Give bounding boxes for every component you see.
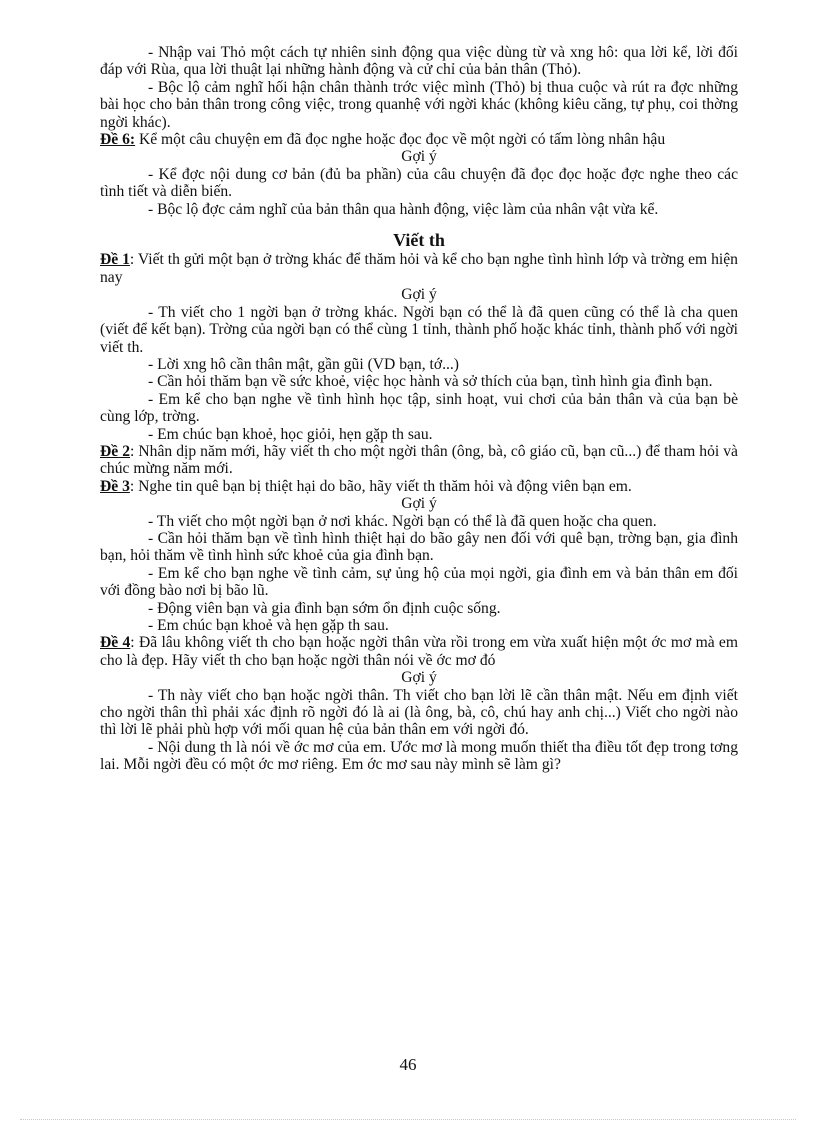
document-page — [100, 44, 738, 774]
exercise-text: : Đã lâu không viết th cho bạn hoặc ngời thân vừa rồi trong em vừa xuất hiện một ớc mơ mà em cho là đẹp. Hãy viết th cho bạn hoặc ngời thân nói về ớc mơ đó — [100, 634, 738, 669]
hint-item: - Cần hỏi thăm bạn về tình hình thiệt hại do bão gây nen đối với quê bạn, trờng bạn, gia đình bạn, hỏi thăm về tình hình sức khoẻ của gia đình bạn. — [100, 529, 738, 565]
hint-heading: Gợi ý — [401, 669, 437, 687]
exercise-label: Đề 2 — [100, 442, 131, 460]
exercise-label: Đề 3 — [100, 477, 130, 495]
section-title: Viết th — [393, 230, 445, 251]
hint-item: - Th này viết cho bạn hoặc ngời thân. Th viết cho bạn lời lẽ cần thân mật. Nếu em định viết cho ngời thân thì phải xác định rõ ngời đó là ai (là ông, bà, cô, chú hay anh chị...) Viết cho ngời nào thì lời lẽ phải phù hợp với mối quan hệ của bản thân em với ngời đó. — [100, 686, 738, 739]
hint-item: - Th viết cho 1 ngời bạn ở trờng khác. Ngời bạn có thể là đã quen cũng có thể là cha quen (viết để kết bạn). Trờng của ngời bạn có thể cùng 1 tỉnh, thành phố hoặc khác tỉnh, thành phố với ngời viết th. — [100, 303, 738, 356]
hint-item: - Em chúc bạn khoẻ và hẹn gặp th sau. — [148, 617, 389, 634]
exercise-de1 — [100, 251, 738, 286]
hint-item: - Em chúc bạn khoẻ, học giỏi, hẹn gặp th sau. — [148, 425, 433, 443]
exercise-text: : Nghe tin quê bạn bị thiệt hại do bão, hãy viết th thăm hỏi và động viên bạn em. — [129, 477, 632, 495]
hint-item: - Kể đợc nội dung cơ bản (đủ ba phần) của câu chuyện đã đọc đọc hoặc đợc nghe theo các tình tiết và diễn biến. — [100, 165, 738, 201]
hint-item: - Bộc lộ đợc cảm nghĩ của bản thân qua hành động, việc làm của nhân vật vừa kể. — [148, 200, 659, 218]
exercise-de3 — [100, 478, 738, 495]
exercise-text: Kể một câu chuyện em đã đọc nghe hoặc đọc đọc về một ngời có tấm lòng nhân hậu — [135, 131, 666, 149]
hint-heading: Gợi ý — [401, 286, 437, 304]
hint-item: - Th viết cho một ngời bạn ở nơi khác. Ngời bạn có thể là đã quen hoặc cha quen. — [148, 512, 657, 530]
exercise-text: : Nhân dịp năm mới, hãy viết th cho một ngời thân (ông, bà, cô giáo cũ, bạn cũ...) để tham hỏi và chúc mừng năm mới. — [100, 442, 738, 478]
footer-divider — [20, 1119, 796, 1120]
exercise-label: Đề 1 — [100, 251, 130, 269]
hint-item: - Nội dung th là nói về ớc mơ của em. Ước mơ là mong muốn thiết tha điều tốt đẹp trong tơng lai. Mỗi ngời đều có một ớc mơ riêng. Em ớc mơ sau này mình sẽ làm gì? — [100, 738, 738, 774]
hint-item: - Em kể cho bạn nghe về tình cảm, sự ủng hộ của mọi ngời, gia đình em và bản thân em đối với đồng bào nơi bị bão lũ. — [100, 564, 738, 600]
exercise-de2 — [100, 443, 738, 478]
exercise-label: Đề 4 — [100, 634, 131, 652]
hint-item: - Em kể cho bạn nghe về tình hình học tập, sinh hoạt, vui chơi của bản thân và của bạn bè cùng lớp, trờng. — [100, 390, 738, 426]
exercise-label: Đề 6: — [100, 131, 136, 149]
hint-item: - Lời xng hô cần thân mật, gần gũi (VD bạn, tớ...) — [148, 355, 459, 373]
exercise-de4 — [100, 634, 738, 669]
hint-heading: Gợi ý — [401, 495, 437, 513]
paragraph: - Nhập vai Thỏ một cách tự nhiên sinh động qua việc dùng từ và xng hô: qua lời kể, lời đối đáp với Rùa, qua lời thuật lại những hành động và cử chỉ của bản thân (Thỏ). — [100, 44, 738, 79]
hint-heading: Gợi ý — [401, 148, 437, 166]
exercise-de6 — [100, 131, 738, 148]
paragraph: - Bộc lộ cảm nghĩ hối hận chân thành trớc việc mình (Thỏ) bị thua cuộc và rút ra đợc những bài học cho bản thân trong công việc, trong quanhệ với ngời khác (không kiêu căng, tự phụ, coi thờng ngời khác). — [100, 78, 738, 131]
hint-item: - Cần hỏi thăm bạn về sức khoẻ, việc học hành và sở thích của bạn, tình hình gia đình bạn. — [148, 373, 713, 391]
page-number: 46 — [399, 1055, 417, 1074]
hint-item: - Động viên bạn và gia đình bạn sớm ổn định cuộc sống. — [148, 599, 501, 617]
exercise-text: : Viết th gửi một bạn ở trờng khác để thăm hỏi và kể cho bạn nghe tình hình lớp và trờng em hiện nay — [100, 251, 738, 286]
